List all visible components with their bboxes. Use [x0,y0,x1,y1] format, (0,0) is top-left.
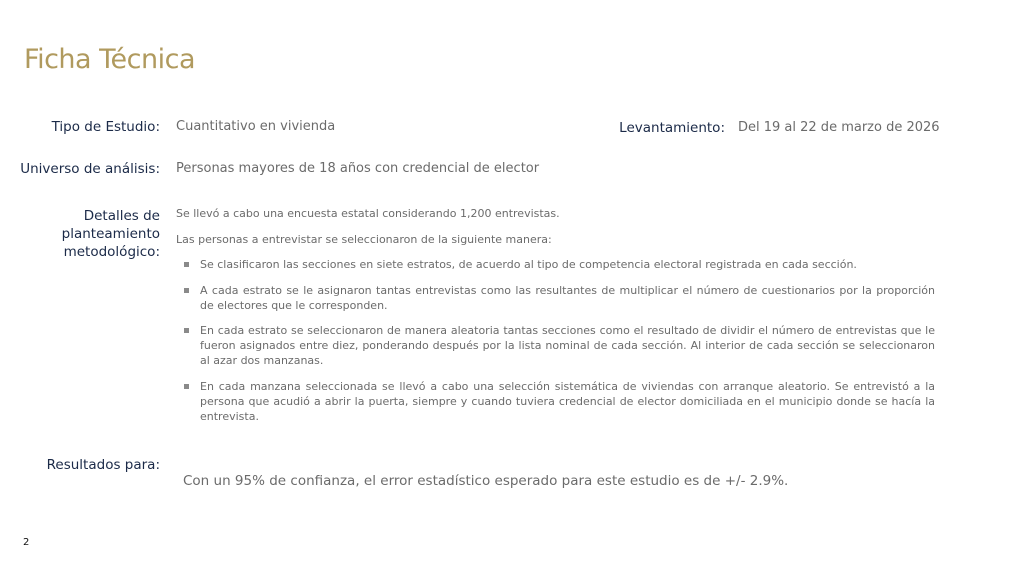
levantamiento-value: Del 19 al 22 de marzo de 2026 [738,120,940,135]
list-item [184,257,935,272]
detalles-label [0,207,160,261]
list-item [184,323,935,368]
square-bullet-icon [184,328,189,333]
detalles-label-line2: planteamiento [61,226,160,242]
bullet-text: En cada estrato se seleccionaron de manera aleatoria tantas secciones como el resultado de dividir el número de entrevistas que le fueron asignados entre diez, ponderando después por la lista nominal de cada sección. Al interior de cada sección se seleccionaron al azar dos manzanas. [200,324,935,367]
detalles-label-line3: metodológico: [63,244,160,260]
detalles-intro-1: Se llevó a cabo una encuesta estatal considerando 1,200 entrevistas. [176,207,560,220]
tipo-estudio-value: Cuantitativo en vivienda [176,119,336,134]
square-bullet-icon [184,384,189,389]
universo-label: Universo de análisis: [20,161,160,177]
bullet-text: Se clasificaron las secciones en siete estratos, de acuerdo al tipo de competencia electoral registrada en cada sección. [200,258,857,271]
list-item [184,283,935,313]
square-bullet-icon [184,288,189,293]
detalles-intro-2: Las personas a entrevistar se seleccionaron de la siguiente manera: [176,233,552,246]
tipo-estudio-label: Tipo de Estudio: [51,119,160,135]
resultados-value: Con un 95% de confianza, el error estadístico esperado para este estudio es de +/- 2.9%. [183,473,789,489]
resultados-label: Resultados para: [46,457,160,473]
square-bullet-icon [184,262,189,267]
levantamiento-label: Levantamiento: [619,120,725,136]
page-title: Ficha Técnica [24,44,196,75]
bullet-text: En cada manzana seleccionada se llevó a cabo una selección sistemática de viviendas con arranque aleatorio. Se entrevistó a la persona que acudió a abrir la puerta, siempre y cuando tuviera credencial de elector domiciliada en el municipio donde se hacía la entrevista. [200,380,935,423]
detalles-label-line1: Detalles de [83,208,160,224]
methodology-bullet-list [184,257,935,434]
list-item [184,379,935,424]
bullet-text: A cada estrato se le asignaron tantas entrevistas como las resultantes de multiplicar el número de cuestionarios por la proporción de electores que le corresponden. [200,284,935,312]
page-number: 2 [23,537,30,548]
universo-value: Personas mayores de 18 años con credencial de elector [176,161,540,176]
